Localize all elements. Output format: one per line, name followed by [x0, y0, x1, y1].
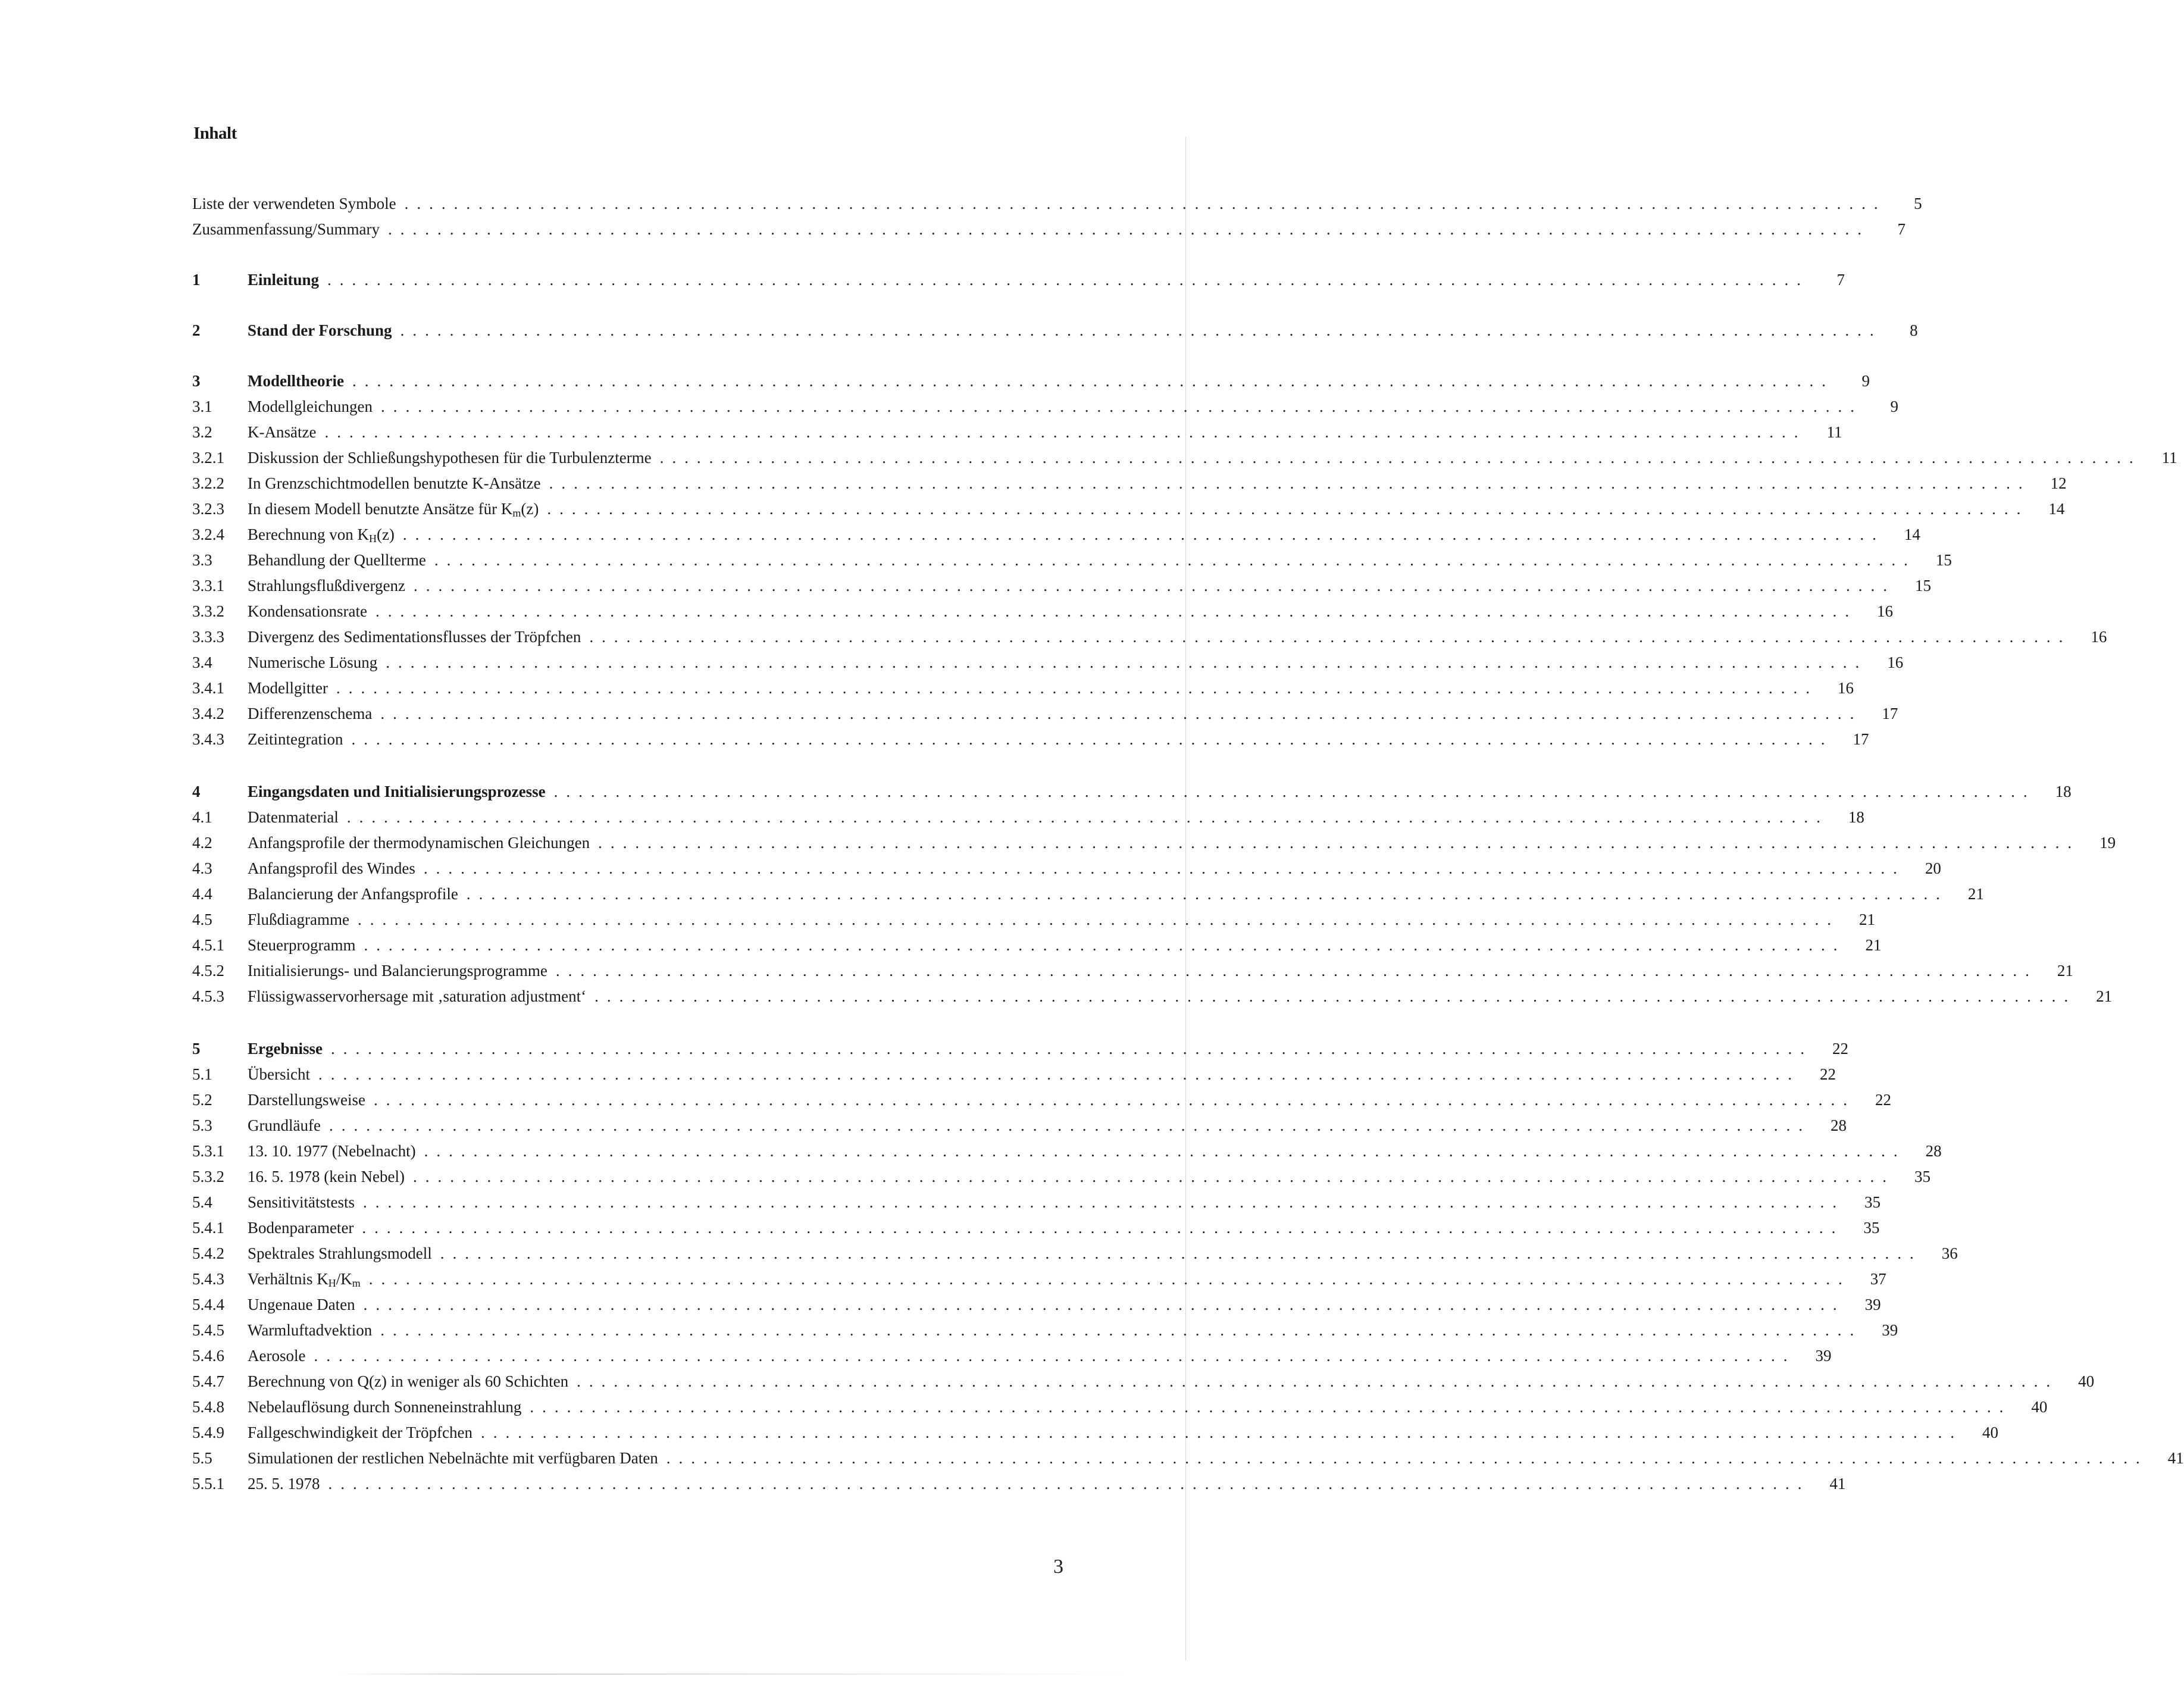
- toc-entry-title: [248, 369, 349, 393]
- toc-entry-title-text: Zusammenfassung/Summary: [192, 220, 380, 238]
- dot-leader: ........................................................................................................................: [336, 679, 1818, 697]
- toc-entry[interactable]: [192, 1446, 2184, 1470]
- toc-entry[interactable]: [192, 1139, 1942, 1163]
- toc-entry-title-text: Modelltheorie: [248, 372, 344, 390]
- toc-entry[interactable]: [192, 882, 1984, 906]
- toc-entry[interactable]: [192, 1088, 1891, 1112]
- toc-entry-number: 5.4.8: [192, 1398, 224, 1416]
- toc-entry-title-text: Differenzenschema: [248, 705, 373, 722]
- toc-entry-title: [248, 1241, 437, 1265]
- dot-leader: ........................................................................................................................: [387, 220, 1870, 238]
- toc-entry-title-text: Simulationen der restlichen Nebelnächte mit verfügbaren Daten: [248, 1449, 658, 1467]
- toc-entry-title: [248, 446, 656, 470]
- toc-entry-title: [248, 1395, 526, 1419]
- dot-leader: ........................................................................................................................: [577, 1372, 2059, 1390]
- toc-entry-number: 4: [192, 783, 201, 800]
- toc-entry-title: [248, 599, 372, 623]
- toc-entry-number: 4.3: [192, 859, 212, 877]
- toc-entry-title-text: Berechnung von Q(z) in weniger als 60 Schichten: [248, 1372, 569, 1390]
- dot-leader: ........................................................................................................................: [328, 1116, 1811, 1134]
- toc-entry-title: [248, 1113, 326, 1137]
- toc-entry-number: 5.1: [192, 1065, 212, 1083]
- toc-entry-page: 17: [1882, 705, 1898, 722]
- toc-entry-number: 5.3.1: [192, 1142, 224, 1160]
- toc-entry-page: 22: [1819, 1065, 1836, 1083]
- toc-entry-number: 5.4.4: [192, 1296, 224, 1313]
- subscript: m: [352, 1277, 361, 1289]
- toc-entry[interactable]: [192, 471, 2067, 495]
- toc-entry[interactable]: [192, 959, 2073, 983]
- toc-entry-page: 39: [1882, 1321, 1898, 1339]
- page-title: Inhalt: [193, 124, 237, 143]
- toc-entry-title-text: Initialisierungs- und Balancierungsprogramme: [248, 962, 547, 980]
- toc-entry[interactable]: [192, 625, 2107, 649]
- dot-leader: ........................................................................................................................: [530, 1398, 2012, 1416]
- dot-leader: ........................................................................................................................: [380, 1321, 1863, 1339]
- toc-entry-title: [248, 1190, 359, 1214]
- toc-entry-title-text: Grundläufe: [248, 1116, 321, 1134]
- toc-entry-number: 1: [192, 271, 201, 289]
- toc-entry-number: 5.4.1: [192, 1219, 224, 1237]
- toc-entry-page: 21: [1967, 885, 1984, 903]
- toc-entry[interactable]: [192, 1344, 1832, 1368]
- toc-entry-title-text: Verhältnis K: [248, 1270, 328, 1288]
- toc-entry[interactable]: [192, 1267, 1886, 1291]
- toc-entry[interactable]: [192, 420, 1842, 444]
- toc-entry-page: 21: [1858, 911, 1875, 928]
- toc-entry[interactable]: [192, 1241, 1958, 1265]
- toc-entry-number: 5.4.3: [192, 1270, 224, 1288]
- toc-entry-number: 4.5.1: [192, 936, 224, 954]
- toc-entry-page: 35: [1864, 1193, 1881, 1211]
- dot-leader: ........................................................................................................................: [598, 834, 2080, 852]
- dot-leader: ........................................................................................................................: [357, 911, 1839, 928]
- dot-leader: ........................................................................................................................: [327, 271, 1810, 289]
- toc-entry-number: 5.3: [192, 1116, 212, 1134]
- toc-entry-title: [248, 268, 324, 292]
- toc-entry-page: 35: [1914, 1168, 1930, 1185]
- toc-entry[interactable]: [192, 1165, 1930, 1188]
- toc-entry-title: [248, 395, 377, 418]
- toc-entry-title: [248, 780, 550, 803]
- toc-entry[interactable]: [192, 780, 2072, 803]
- toc-entry[interactable]: [192, 1421, 1998, 1444]
- toc-entry-title-text: Ergebnisse: [248, 1040, 323, 1058]
- toc-entry-page: 36: [1941, 1244, 1958, 1262]
- toc-entry-title: [248, 908, 354, 931]
- toc-entry-page: 11: [1826, 423, 1842, 441]
- toc-entry-page: 40: [2031, 1398, 2048, 1416]
- toc-entry[interactable]: [192, 1293, 1881, 1316]
- dot-leader: ........................................................................................................................: [375, 602, 1857, 620]
- toc-entry-title: [248, 1318, 377, 1342]
- toc-entry-title: [248, 1165, 409, 1188]
- toc-entry-page: 14: [1904, 525, 1920, 543]
- toc-entry-page: 41: [2167, 1449, 2184, 1467]
- dot-leader: ........................................................................................................................: [380, 705, 1863, 722]
- toc-entry-page: 9: [1861, 372, 1870, 390]
- toc-entry[interactable]: [192, 727, 1869, 751]
- dot-leader: ........................................................................................................................: [346, 808, 1829, 826]
- toc-entry-number: 3.2.4: [192, 525, 224, 543]
- toc-entry-title-text: Diskussion der Schließungshypothesen für die Turbulenzterme: [248, 449, 652, 467]
- dot-leader: ........................................................................................................................: [318, 1065, 1800, 1083]
- toc-entry-page: 37: [1870, 1270, 1886, 1288]
- toc-entry-number: 3.3.1: [192, 577, 224, 595]
- toc-entry-title: [248, 523, 399, 546]
- toc-entry-number: 5.4.2: [192, 1244, 224, 1262]
- toc-entry-title-text: Kondensationsrate: [248, 602, 367, 620]
- dot-leader: ........................................................................................................................: [413, 577, 1895, 595]
- dot-leader: ........................................................................................................................: [363, 1193, 1845, 1211]
- toc-entry-title: [248, 548, 431, 572]
- toc-entry[interactable]: [192, 1113, 1847, 1137]
- toc-entry-page: 28: [1925, 1142, 1942, 1160]
- toc-entry-title-text: Balancierung der Anfangsprofile: [248, 885, 458, 903]
- toc-entry[interactable]: [192, 1037, 1849, 1061]
- toc-entry-title: [192, 192, 401, 215]
- toc-entry[interactable]: [192, 268, 1845, 292]
- toc-entry-page: 19: [2099, 834, 2116, 852]
- toc-entry-number: 3.3.3: [192, 628, 224, 646]
- title-suffix: (z): [376, 525, 395, 543]
- subscript: H: [328, 1277, 336, 1289]
- toc-entry-title-text: In diesem Modell benutzte Ansätze für K: [248, 500, 513, 518]
- toc-entry-number: 5.3.2: [192, 1168, 224, 1185]
- toc-entry-title: [248, 882, 463, 906]
- title-suffix: (z): [521, 500, 539, 518]
- toc-entry-page: 21: [2057, 962, 2073, 980]
- toc-entry[interactable]: [192, 318, 1918, 342]
- toc-entry-page: 18: [2055, 783, 2072, 800]
- toc-entry-number: 3.4.3: [192, 730, 224, 748]
- toc-entry-page: 20: [1925, 859, 1941, 877]
- toc-entry-title-text: Stand der Forschung: [248, 321, 392, 339]
- toc-entry-title: [248, 1139, 421, 1163]
- toc-entry[interactable]: [192, 599, 1893, 623]
- toc-entry-title: [248, 1037, 327, 1061]
- toc-entry-title-text: K-Ansätze: [248, 423, 317, 441]
- toc-entry-title-text: Fallgeschwindigkeit der Tröpfchen: [248, 1424, 473, 1441]
- toc-entry-title: [248, 1344, 310, 1368]
- toc-entry-page: 18: [1848, 808, 1864, 826]
- toc-entry[interactable]: [192, 395, 1898, 418]
- dot-leader: ........................................................................................................................: [380, 398, 1863, 415]
- toc-entry[interactable]: [192, 1216, 1880, 1240]
- toc-entry-title: [248, 676, 333, 700]
- toc-entry-title-text: 16. 5. 1978 (kein Nebel): [248, 1168, 405, 1185]
- toc-entry[interactable]: [192, 217, 1905, 241]
- toc-entry-number: 3.3: [192, 551, 212, 569]
- toc-entry-title-text: Spektrales Strahlungsmodell: [248, 1244, 432, 1262]
- dot-leader: ........................................................................................................................: [547, 500, 2029, 518]
- toc-entry-title: [248, 497, 543, 521]
- dot-leader: ........................................................................................................................: [402, 525, 1885, 543]
- toc-entry-number: 4.5: [192, 911, 212, 928]
- toc-entry-number: 3.2.3: [192, 500, 224, 518]
- dot-leader: ........................................................................................................................: [555, 962, 2038, 980]
- toc-entry-title-text: Eingangsdaten und Initialisierungsprozesse: [248, 783, 546, 800]
- toc-entry-page: 5: [1914, 195, 1922, 212]
- toc-entry-page: 15: [1935, 551, 1952, 569]
- toc-entry-page: 12: [2050, 474, 2067, 492]
- toc-entry[interactable]: [192, 1318, 1898, 1342]
- toc-entry-title: [248, 831, 595, 855]
- toc-entry-number: 5.4.6: [192, 1347, 224, 1365]
- dot-leader: ........................................................................................................................: [368, 1270, 1851, 1288]
- toc-entry-title: [248, 959, 552, 983]
- toc-entry-number: 4.5.3: [192, 987, 224, 1005]
- toc-entry-page: 28: [1830, 1116, 1847, 1134]
- toc-entry-number: 5.5.1: [192, 1475, 224, 1493]
- dot-leader: ........................................................................................................................: [595, 987, 2077, 1005]
- toc-entry-page: 8: [1910, 321, 1918, 339]
- toc-entry[interactable]: [192, 650, 1904, 674]
- toc-entry-page: 39: [1864, 1296, 1881, 1313]
- toc-entry-page: 11: [2161, 449, 2177, 467]
- toc-entry-title-text: Liste der verwendeten Symbole: [192, 195, 396, 212]
- toc-entry-title-text: Zeitintegration: [248, 730, 343, 748]
- toc-entry-page: 21: [2096, 987, 2113, 1005]
- toc-entry-title-text: Bodenparameter: [248, 1219, 354, 1237]
- toc-entry[interactable]: [192, 1395, 2048, 1419]
- toc-entry-page: 16: [1837, 679, 1854, 697]
- toc-entry-title-text: Warmluftadvektion: [248, 1321, 373, 1339]
- toc-entry-page: 16: [1876, 602, 1893, 620]
- toc-entry-number: 3.4.2: [192, 705, 224, 722]
- toc-entry-page: 16: [1887, 653, 1904, 671]
- toc-entry-number: 5.4.7: [192, 1372, 224, 1390]
- dot-leader: ........................................................................................................................: [434, 551, 1916, 569]
- toc-entry-title-text: Nebelauflösung durch Sonneneinstrahlung: [248, 1398, 522, 1416]
- toc-entry-title: [248, 856, 420, 880]
- dot-leader: ........................................................................................................................: [373, 1091, 1856, 1109]
- dot-leader: ........................................................................................................................: [466, 885, 1948, 903]
- toc-entry-title: [248, 574, 410, 598]
- dot-leader: ........................................................................................................................: [314, 1347, 1796, 1365]
- dot-leader: ........................................................................................................................: [659, 449, 2142, 467]
- toc-entry-title-text: In Grenzschichtmodellen benutzte K-Ansätze: [248, 474, 541, 492]
- toc-entry-title-text: Aerosole: [248, 1347, 306, 1365]
- toc-entry-page: 21: [1865, 936, 1882, 954]
- toc-entry-title-text: Übersicht: [248, 1065, 310, 1083]
- toc-entry-page: 14: [2048, 500, 2065, 518]
- toc-entry[interactable]: [192, 497, 2065, 521]
- toc-entry-number: 5.4: [192, 1193, 212, 1211]
- toc-entry-title: [248, 727, 348, 751]
- toc-entry[interactable]: [192, 702, 1898, 725]
- dot-leader: ........................................................................................................................: [364, 936, 1846, 954]
- toc-entry-number: 4.2: [192, 834, 212, 852]
- toc-entry[interactable]: [192, 1369, 2095, 1393]
- toc-entry-number: 3.2.1: [192, 449, 224, 467]
- toc-entry-title-text: Modellgleichungen: [248, 398, 373, 415]
- toc-entry-page: 16: [2091, 628, 2107, 646]
- toc-entry-title: [248, 702, 377, 725]
- toc-entry-page: 22: [1832, 1040, 1849, 1058]
- toc-entry-page: 9: [1890, 398, 1898, 415]
- dot-leader: ........................................................................................................................: [328, 1475, 1810, 1493]
- toc-entry[interactable]: [192, 548, 1952, 572]
- toc-entry-number: 4.4: [192, 885, 212, 903]
- toc-entry-title: [248, 1062, 315, 1086]
- toc-entry-title: [248, 1472, 325, 1496]
- toc-entry-title-text: Berechnung von K: [248, 525, 369, 543]
- dot-leader: ........................................................................................................................: [666, 1449, 2148, 1467]
- toc-entry-title: [248, 933, 360, 957]
- toc-entry[interactable]: [192, 984, 2113, 1008]
- toc-entry-title-text: Steuerprogramm: [248, 936, 356, 954]
- toc-entry-title: [248, 984, 591, 1008]
- toc-entry-title: [248, 1216, 358, 1240]
- toc-entry-page: 40: [1982, 1424, 1998, 1441]
- toc-entry-title-text: 13. 10. 1977 (Nebelnacht): [248, 1142, 416, 1160]
- toc-entry-number: 3.2.2: [192, 474, 224, 492]
- toc-entry-title: [248, 1267, 365, 1291]
- toc-entry-title: [248, 420, 321, 444]
- toc-entry-number: 4.5.2: [192, 962, 224, 980]
- toc-entry[interactable]: [192, 192, 1922, 215]
- toc-entry-title: [248, 1446, 663, 1470]
- toc-entry-title-text: Flußdiagramme: [248, 911, 349, 928]
- dot-leader: ........................................................................................................................: [400, 321, 1882, 339]
- toc-entry-title: [248, 471, 546, 495]
- toc-entry-title-text: Darstellungsweise: [248, 1091, 365, 1109]
- toc-entry-title-text: Behandlung der Quellterme: [248, 551, 426, 569]
- toc-entry-title-text: Anfangsprofile der thermodynamischen Gleichungen: [248, 834, 590, 852]
- toc-entry[interactable]: [192, 523, 1920, 546]
- toc-entry-title-text: Einleitung: [248, 271, 320, 289]
- page-number: 3: [1053, 1556, 1063, 1578]
- toc-entry[interactable]: [192, 831, 2116, 855]
- toc-entry-title: [248, 1088, 370, 1112]
- toc-entry-title: [248, 650, 382, 674]
- toc-entry[interactable]: [192, 676, 1854, 700]
- dot-leader: ........................................................................................................................: [352, 372, 1834, 390]
- toc-entry-number: 5.4.5: [192, 1321, 224, 1339]
- toc-entry-title-text: Sensitivitätstests: [248, 1193, 355, 1211]
- dot-leader: ........................................................................................................................: [331, 1040, 1813, 1058]
- dot-leader: ........................................................................................................................: [423, 859, 1905, 877]
- toc-entry-number: 5.2: [192, 1091, 212, 1109]
- toc-entry-page: 22: [1875, 1091, 1891, 1109]
- dot-leader: ........................................................................................................................: [351, 730, 1833, 748]
- toc-entry-number: 3.2: [192, 423, 212, 441]
- toc-entry-title: [248, 625, 586, 649]
- toc-entry-title-text: Ungenaue Daten: [248, 1296, 355, 1313]
- dot-leader: ........................................................................................................................: [412, 1168, 1895, 1185]
- toc-entry-title-text: Numerische Lösung: [248, 653, 378, 671]
- toc-entry[interactable]: [192, 1190, 1881, 1214]
- toc-entry-page: 35: [1863, 1219, 1880, 1237]
- dot-leader: ........................................................................................................................: [362, 1219, 1844, 1237]
- toc-entry-number: 3: [192, 372, 201, 390]
- toc-entry[interactable]: [192, 446, 2177, 470]
- dot-leader: ........................................................................................................................: [480, 1424, 1963, 1441]
- toc-entry-title-text: Divergenz des Sedimentationsflusses der Tröpfchen: [248, 628, 581, 646]
- dot-leader: ........................................................................................................................: [553, 783, 2036, 800]
- toc-entry-title-text: 25. 5. 1978: [248, 1475, 320, 1493]
- toc-entry-number: 3.4: [192, 653, 212, 671]
- dot-leader: ........................................................................................................................: [363, 1296, 1845, 1313]
- toc-entry-number: 3.4.1: [192, 679, 224, 697]
- toc-entry-title: [192, 217, 384, 241]
- toc-entry-number: 5.4.9: [192, 1424, 224, 1441]
- toc-entry-page: 7: [1836, 271, 1845, 289]
- toc-entry-title-text: Anfangsprofil des Windes: [248, 859, 415, 877]
- toc-entry-number: 4.1: [192, 808, 212, 826]
- subscript: H: [368, 533, 377, 545]
- toc-entry-title: [248, 805, 343, 829]
- toc-entry[interactable]: [192, 856, 1941, 880]
- toc-entry-number: 3.3.2: [192, 602, 224, 620]
- subscript: m: [512, 507, 521, 519]
- toc-entry[interactable]: [192, 908, 1875, 931]
- toc-entry[interactable]: [192, 1472, 1846, 1496]
- dot-leader: ........................................................................................................................: [589, 628, 2072, 646]
- dot-leader: ........................................................................................................................: [324, 423, 1807, 441]
- toc-entry[interactable]: [192, 369, 1870, 393]
- dot-leader: ........................................................................................................................: [386, 653, 1868, 671]
- toc-entry-title: [248, 1421, 477, 1444]
- toc-entry-page: 15: [1914, 577, 1931, 595]
- toc-entry-title: [248, 1369, 573, 1393]
- toc-entry-page: 39: [1815, 1347, 1832, 1365]
- toc-entry-title-text: Flüssigwasservorhersage mit ‚saturation adjustment‘: [248, 987, 587, 1005]
- toc-entry-title-text: Datenmaterial: [248, 808, 339, 826]
- toc-entry[interactable]: [192, 574, 1931, 598]
- toc-entry-title-text: Strahlungsflußdivergenz: [248, 577, 405, 595]
- toc-entry-number: 2: [192, 321, 201, 339]
- toc-entry-title-text: Modellgitter: [248, 679, 328, 697]
- toc-entry[interactable]: [192, 805, 1864, 829]
- toc-entry-page: 40: [2078, 1372, 2095, 1390]
- dot-leader: ........................................................................................................................: [549, 474, 2031, 492]
- toc-entry-page: 7: [1897, 220, 1905, 238]
- toc-entry[interactable]: [192, 933, 1882, 957]
- toc-entry-number: 3.1: [192, 398, 212, 415]
- toc-entry-title: [248, 318, 397, 342]
- dot-leader: ........................................................................................................................: [424, 1142, 1906, 1160]
- toc-entry-number: 5: [192, 1040, 201, 1058]
- toc-entry-page: 17: [1853, 730, 1869, 748]
- title-continuation: /K: [336, 1270, 352, 1288]
- dot-leader: ........................................................................................................................: [440, 1244, 1922, 1262]
- toc-entry-page: 41: [1829, 1475, 1846, 1493]
- toc-entry-title: [248, 1293, 360, 1316]
- toc-entry[interactable]: [192, 1062, 1836, 1086]
- toc-entry-number: 5.5: [192, 1449, 212, 1467]
- dot-leader: ........................................................................................................................: [404, 195, 1886, 212]
